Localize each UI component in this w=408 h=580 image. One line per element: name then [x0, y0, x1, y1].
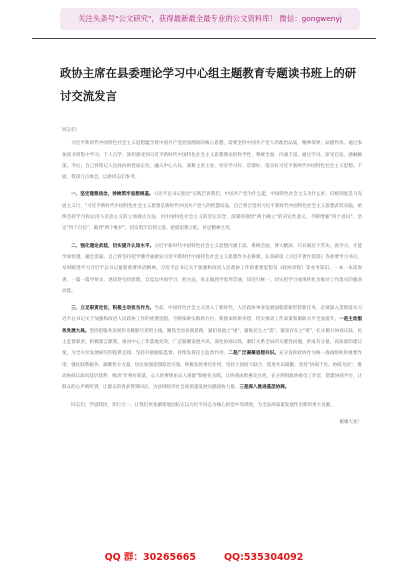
section-2-paragraph	[62, 241, 362, 297]
section-2-text: 习近平新时代中国特色社会主义思想内涵丰富、系统全面、博大精深，只有通过下苦功、真学习，才能学深悟透、融会贯通。自己将坚持把学懂弄通做实习近平新时代中国特色社会主义思想作为必修课，认真研读《习近平著作选读》等重要学习书目，及时跟进学习习近平总书记最新重要讲话精神。习近平总书记关于加强和改进人民政协工作的重要思想及《政协章程》等业务知识，一本一本读原著，一篇一篇学原文，逐段逐句悟原理，自觉以中国学习，把方法，真正做到学思用贯通，知信行统一。切实把学习成果转化为推动工作落实的强劲动能。	[62, 243, 362, 294]
intro-paragraph: 习近平新时代中国特色社会主义思想蕴含着中国共产党治国理政的核心思想，需要坚持中国共产党人的政治品质，精神境界、品德作风。通过参加读书班集中学习，个人自学，深切感受到习近平新时代中国特色社会主义思想理论的科学性、系统全面，内涵丰富。通过学习，深受启发，感触颇深。今后，自己将铭记人民政协的性质定位，融入中心大局，深耕主责主业，切实学习好、贯彻好、落实好习近平新时代中国特色社会主义思想。下面，我谈几点体会，以供同志们参考。	[62, 141, 362, 181]
section-1-paragraph	[62, 189, 362, 234]
signoff: 谢谢大家！	[339, 419, 362, 425]
section-3-text: 当前，中国特色社会主义进入了新时代，人民政协事业发展面临着新形势新任务，必须深入贯彻落实习近平总书记关于加强和改进人民政协工作的重要思想，不断探索实践新方位、新使命的新举措，切实推动工作质量和履职水平全面提升。	[62, 306, 362, 323]
section-1-heading: 一、坚定理想信念，持续筑牢思想根基。	[71, 192, 154, 198]
footer-contact	[0, 548, 408, 568]
section-3-sub-3-heading: 三是深入推进基层协商。	[239, 385, 290, 391]
section-3-sub-1-text: 坚持把服务发展作为履职尽责的主线，聚焦全县发展思路，紧扣发展之"重"，紧贴民生之"需"，紧扣存在之"难"，扎实履行协商议政、民主监督职责，积极建言献策，推动中心工作落地见效，广泛凝聚发展共识。深化协商议政，紧盯关系全局的关键性问题，形成有分量、高质量的建议案，为全方位发展研究的提供支撑。坚持开展跟踪监督，持续发挥民主监督作用。	[62, 328, 362, 357]
closing-paragraph: 同志们，学思践悟，知行合一，让我们更加紧密地团结在以习近平同志为核心的党中央周围，为全县高质量发展作出新的更大贡献。	[71, 402, 335, 408]
section-2-heading: 二、强化理论武装，切实提升认知水平。	[71, 243, 155, 249]
document-body	[62, 125, 362, 540]
header-divider	[32, 38, 376, 39]
section-1-text: 习近平总书记指出"实践告诉我们，中国共产党为什么能，中国特色社会主义为什么好，归根到底是马克思主义行，"习近平新时代中国特色社会主义思想是新时代中国共产党人的智慧结晶，自己将自觉用习近平新时代中国特色社会主义思想武装头脑，始终坚持学习和运用马克思主义的立场观点方法，用中国特色社会主义的坚定信念，深刻的领悟"两个确立"的决定性意义，不断增强"四个意识"、坚定"四个自信"，做到"两个维护"，切实筑牢信仰之基、把稳思想之舵、补足精神之钙。	[62, 192, 362, 232]
qq-group-label: QQ 群：30265665	[104, 552, 196, 563]
section-3-sub-1-heading: 一是主动服务发展大局。	[62, 317, 362, 334]
document-title: 政协主席在县委理论学习中心组主题教育专题读书班上的研讨交流发言	[60, 66, 357, 103]
section-3-paragraph	[62, 303, 362, 393]
section-3-heading: 三、立足职责定位，积极主动担当作为。	[71, 306, 155, 312]
qq-label: QQ:535304092	[223, 552, 304, 563]
section-3-more-text: 充分发挥政协作为统一战线组织的重要作用，强化联系服务，凝聚各方力量，切实加强思想政治引领，积极发挥委员作用，坚持大团结大联合，促进共识凝聚。坚持"协商于民、协商为民"，推动协商议政向基层延伸，推动"有事好商量、众人的事情由众人商量"制度化实践，让协商成果惠及百姓。充分利用政协委员工作室，搭建协商平台，让群众的心声被听到，让群众的诉求得到回应，为县域经济社会高质量发展贡献政协力量。	[62, 351, 362, 391]
promo-banner: 关注头条号"公文研究"，获得最新最全最专业的公文资料库！ 微信：gongwenyj	[60, 8, 360, 30]
section-3-sub-2-heading: 二是广泛凝聚思想共识。	[228, 351, 279, 357]
greeting: 同志们：	[62, 128, 81, 133]
